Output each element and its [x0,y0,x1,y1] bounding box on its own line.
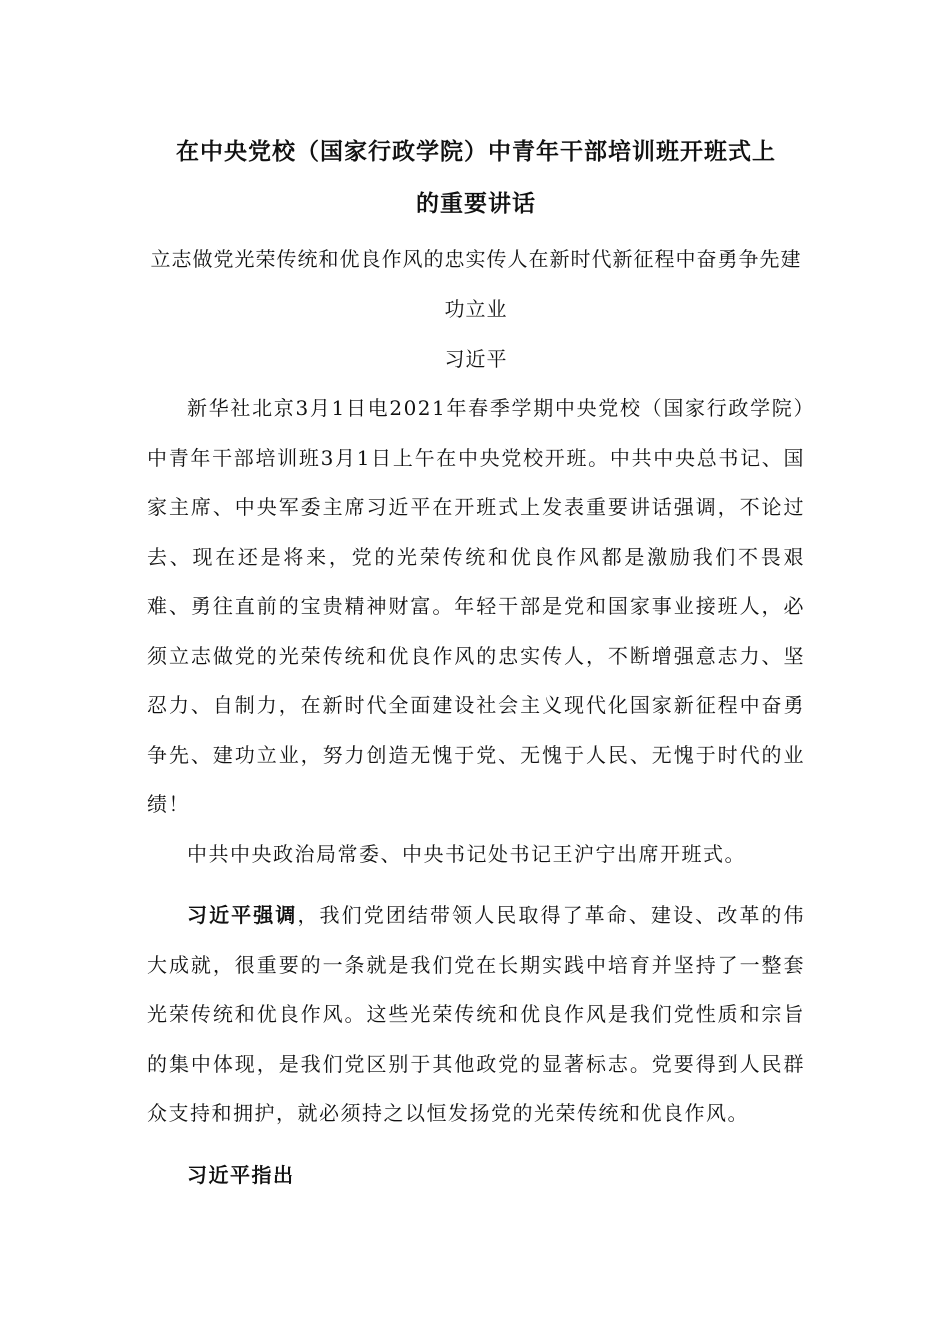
document-subtitle: 立志做党光荣传统和优良作风的忠实传人在新时代新征程中奋勇争先建功立业 [150,247,802,321]
document-body [147,126,805,1200]
paragraph-news-lead [147,384,805,830]
paragraph-emphasis [147,891,805,1139]
document-author: 习近平 [444,347,508,371]
paragraph-attendance [147,830,805,880]
document-title [147,126,805,230]
paragraph-lead-bold: 习近平指出 [187,1162,295,1187]
paragraph-lead-bold: 习近平强调 [187,903,298,927]
title-line-1: 在中央党校（国家行政学院）中青年干部培训班开班式上 [176,139,776,165]
paragraph-text: 新华社北京3月1日电2021年春季学期中央党校（国家行政学院）中青年干部培训班3月1日上午在中央党校开班。中共中央总书记、国家主席、中央军委主席习近平在开班式上发表重要讲话强调，不论过去、现在还是将来，党的光荣传统和优良作风都是激励我们不畏艰难、勇往直前的宝贵精神财富。年轻干部是党和国家事业接班人，必须立志做党的光荣传统和优良作风的忠实传人，不断增强意志力、坚忍力、自制力，在新时代全面建设社会主义现代化国家新征程中奋勇争先、建功立业，努力创造无愧于党、无愧于人民、无愧于时代的业绩！ [147,396,805,816]
paragraph-points-out [147,1151,805,1201]
paragraph-text: ，我们党团结带领人民取得了革命、建设、改革的伟大成就，很重要的一条就是我们党在长期实践中培育并坚持了一整套光荣传统和优良作风。这些光荣传统和优良作风是我们党性质和宗旨的集中体现，是我们党区别于其他政党的显著标志。党要得到人民群众支持和拥护，就必须持之以恒发扬党的光荣传统和优良作风。 [147,903,806,1125]
title-line-2: 的重要讲话 [416,191,536,217]
paragraph-text: 中共中央政治局常委、中央书记处书记王沪宁出席开班式。 [187,841,746,866]
